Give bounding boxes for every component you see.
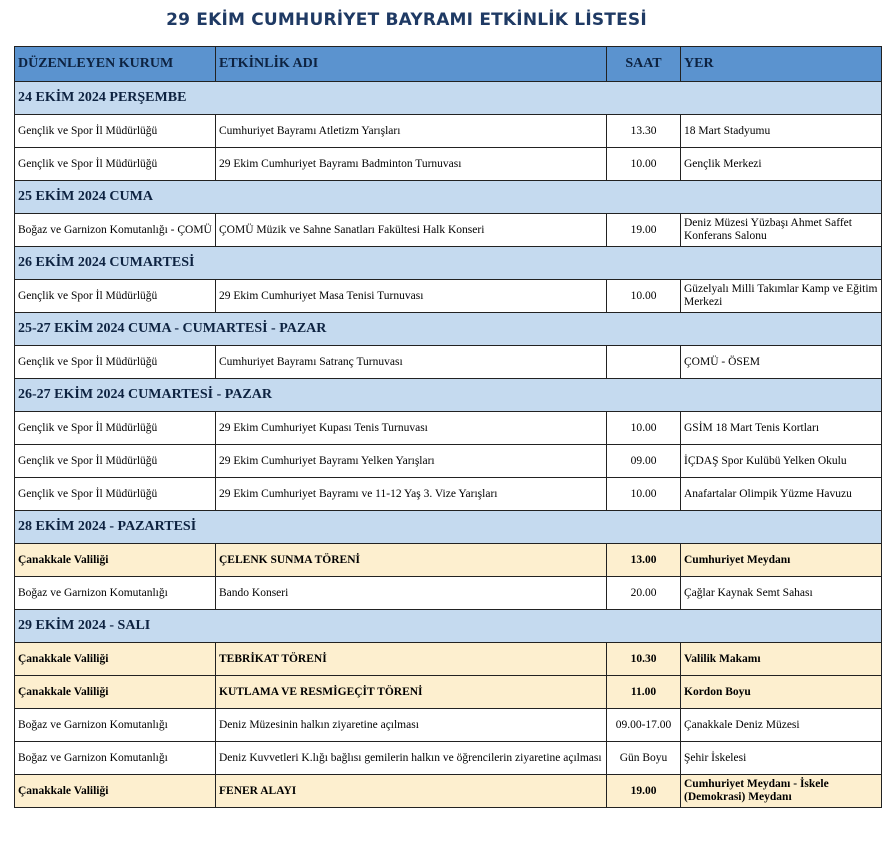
header-kurum: DÜZENLEYEN KURUM	[15, 47, 216, 82]
cell-saat: 10.00	[607, 478, 681, 511]
header-etkinlik: ETKİNLİK ADI	[216, 47, 607, 82]
table-row	[15, 643, 882, 676]
cell-etkinlik: 29 Ekim Cumhuriyet Masa Tenisi Turnuvası	[216, 280, 607, 313]
table-row	[15, 280, 882, 313]
cell-etkinlik: Deniz Müzesinin halkın ziyaretine açılması	[216, 709, 607, 742]
cell-saat: 11.00	[607, 676, 681, 709]
cell-etkinlik: Cumhuriyet Bayramı Satranç Turnuvası	[216, 346, 607, 379]
cell-saat: 09.00	[607, 445, 681, 478]
table-row	[15, 445, 882, 478]
cell-kurum: Boğaz ve Garnizon Komutanlığı	[15, 577, 216, 610]
table-row	[15, 577, 882, 610]
table-header-row	[15, 47, 882, 82]
event-table	[14, 46, 882, 808]
cell-etkinlik: 29 Ekim Cumhuriyet Bayramı Yelken Yarışları	[216, 445, 607, 478]
cell-yer: GSİM 18 Mart Tenis Kortları	[681, 412, 882, 445]
cell-saat: 10.00	[607, 280, 681, 313]
cell-yer: Cumhuriyet Meydanı - İskele (Demokrasi) Meydanı	[681, 775, 882, 808]
table-row	[15, 214, 882, 247]
cell-yer: Cumhuriyet Meydanı	[681, 544, 882, 577]
cell-kurum: Gençlik ve Spor İl Müdürlüğü	[15, 412, 216, 445]
table-row	[15, 148, 882, 181]
cell-kurum: Boğaz ve Garnizon Komutanlığı - ÇOMÜ	[15, 214, 216, 247]
cell-etkinlik: 29 Ekim Cumhuriyet Bayramı ve 11-12 Yaş 3. Vize Yarışları	[216, 478, 607, 511]
cell-yer: Valilik Makamı	[681, 643, 882, 676]
cell-kurum: Gençlik ve Spor İl Müdürlüğü	[15, 148, 216, 181]
date-row	[15, 610, 882, 643]
date-heading: 25-27 EKİM 2024 CUMA - CUMARTESİ - PAZAR	[15, 313, 882, 346]
date-heading: 25 EKİM 2024 CUMA	[15, 181, 882, 214]
cell-yer: Anafartalar Olimpik Yüzme Havuzu	[681, 478, 882, 511]
table-row	[15, 346, 882, 379]
header-yer: YER	[681, 47, 882, 82]
date-row	[15, 82, 882, 115]
cell-saat: Gün Boyu	[607, 742, 681, 775]
date-heading: 26 EKİM 2024 CUMARTESİ	[15, 247, 882, 280]
cell-kurum: Çanakkale Valiliği	[15, 643, 216, 676]
date-row	[15, 511, 882, 544]
cell-yer: İÇDAŞ Spor Kulübü Yelken Okulu	[681, 445, 882, 478]
cell-saat: 20.00	[607, 577, 681, 610]
cell-kurum: Çanakkale Valiliği	[15, 775, 216, 808]
cell-yer: Gençlik Merkezi	[681, 148, 882, 181]
table-row	[15, 544, 882, 577]
cell-kurum: Gençlik ve Spor İl Müdürlüğü	[15, 115, 216, 148]
cell-saat: 09.00-17.00	[607, 709, 681, 742]
cell-saat: 13.30	[607, 115, 681, 148]
cell-etkinlik: ÇOMÜ Müzik ve Sahne Sanatları Fakültesi Halk Konseri	[216, 214, 607, 247]
cell-saat: 19.00	[607, 214, 681, 247]
table-row	[15, 412, 882, 445]
cell-yer: Kordon Boyu	[681, 676, 882, 709]
cell-yer: ÇOMÜ - ÖSEM	[681, 346, 882, 379]
cell-saat: 10.30	[607, 643, 681, 676]
cell-kurum: Boğaz ve Garnizon Komutanlığı	[15, 709, 216, 742]
cell-kurum: Çanakkale Valiliği	[15, 676, 216, 709]
cell-saat: 13.00	[607, 544, 681, 577]
cell-saat: 19.00	[607, 775, 681, 808]
table-row	[15, 676, 882, 709]
table-row	[15, 478, 882, 511]
cell-kurum: Boğaz ve Garnizon Komutanlığı	[15, 742, 216, 775]
cell-etkinlik: Bando Konseri	[216, 577, 607, 610]
page-title: 29 EKİM CUMHURİYET BAYRAMI ETKİNLİK LİSTESİ	[166, 10, 647, 30]
date-row	[15, 247, 882, 280]
table-row	[15, 775, 882, 808]
date-heading: 29 EKİM 2024 - SALI	[15, 610, 882, 643]
cell-yer: Güzelyalı Milli Takımlar Kamp ve Eğitim Merkezi	[681, 280, 882, 313]
cell-saat: 10.00	[607, 412, 681, 445]
date-row	[15, 379, 882, 412]
cell-etkinlik: 29 Ekim Cumhuriyet Kupası Tenis Turnuvası	[216, 412, 607, 445]
date-row	[15, 313, 882, 346]
cell-yer: Çanakkale Deniz Müzesi	[681, 709, 882, 742]
cell-etkinlik: Deniz Kuvvetleri K.lığı bağlısı gemilerin halkın ve öğrencilerin ziyaretine açılması	[216, 742, 607, 775]
date-heading: 26-27 EKİM 2024 CUMARTESİ - PAZAR	[15, 379, 882, 412]
date-heading: 28 EKİM 2024 - PAZARTESİ	[15, 511, 882, 544]
cell-kurum: Gençlik ve Spor İl Müdürlüğü	[15, 280, 216, 313]
cell-yer: 18 Mart Stadyumu	[681, 115, 882, 148]
cell-kurum: Gençlik ve Spor İl Müdürlüğü	[15, 478, 216, 511]
cell-saat: 10.00	[607, 148, 681, 181]
date-heading: 24 EKİM 2024 PERŞEMBE	[15, 82, 882, 115]
cell-saat	[607, 346, 681, 379]
cell-etkinlik: ÇELENK SUNMA TÖRENİ	[216, 544, 607, 577]
cell-yer: Şehir İskelesi	[681, 742, 882, 775]
cell-etkinlik: KUTLAMA VE RESMİGEÇİT TÖRENİ	[216, 676, 607, 709]
cell-yer: Çağlar Kaynak Semt Sahası	[681, 577, 882, 610]
cell-kurum: Gençlik ve Spor İl Müdürlüğü	[15, 346, 216, 379]
cell-yer: Deniz Müzesi Yüzbaşı Ahmet Saffet Konferans Salonu	[681, 214, 882, 247]
cell-etkinlik: FENER ALAYI	[216, 775, 607, 808]
cell-etkinlik: 29 Ekim Cumhuriyet Bayramı Badminton Turnuvası	[216, 148, 607, 181]
cell-kurum: Gençlik ve Spor İl Müdürlüğü	[15, 445, 216, 478]
table-body	[15, 82, 882, 808]
table-row	[15, 742, 882, 775]
header-saat: SAAT	[607, 47, 681, 82]
table-row	[15, 115, 882, 148]
cell-etkinlik: Cumhuriyet Bayramı Atletizm Yarışları	[216, 115, 607, 148]
date-row	[15, 181, 882, 214]
cell-kurum: Çanakkale Valiliği	[15, 544, 216, 577]
table-row	[15, 709, 882, 742]
cell-etkinlik: TEBRİKAT TÖRENİ	[216, 643, 607, 676]
